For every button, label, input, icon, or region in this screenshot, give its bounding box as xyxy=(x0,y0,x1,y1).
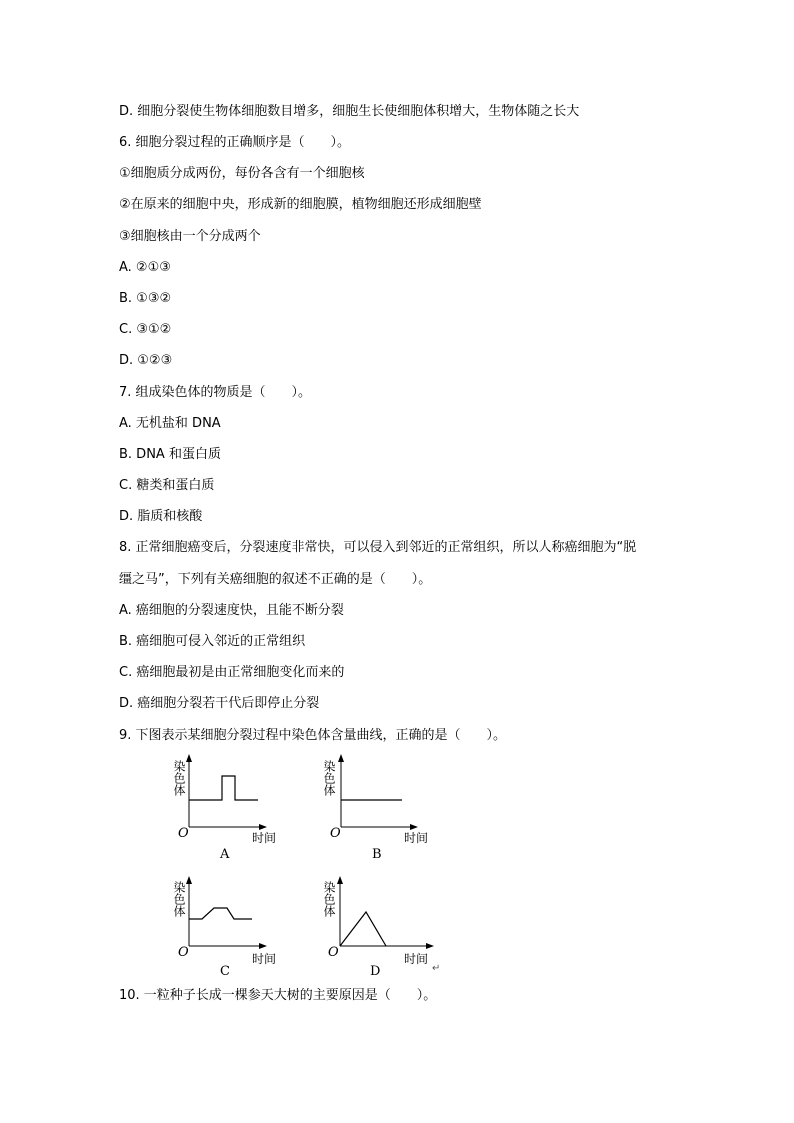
graph-a-caption: A xyxy=(220,847,230,862)
q8-option-c: C. 癌细胞最初是由正常细胞变化而来的 xyxy=(119,665,345,680)
q8-option-d: D. 癌细胞分裂若干代后即停止分裂 xyxy=(119,696,320,711)
graph-c-xlabel: 时间 xyxy=(252,952,277,966)
q6-option-d: D. ①②③ xyxy=(119,353,173,368)
graph-c-origin: O xyxy=(178,945,189,960)
q7-option-a: A. 无机盐和 DNA xyxy=(119,416,221,431)
q7-option-d: D. 脂质和核酸 xyxy=(119,509,203,524)
graph-d-caption: D xyxy=(370,964,381,979)
question-8-line1: 8. 正常细胞癌变后，分裂速度非常快，可以侵入到邻近的正常组织，所以人称癌细胞为“脱 xyxy=(119,540,637,555)
q6-statement-3: ③细胞核由一个分成两个 xyxy=(119,229,261,244)
graph-d-ylabel: 染色体 xyxy=(322,881,336,917)
graph-a-ylabel: 染色体 xyxy=(172,760,186,796)
q6-option-a: A. ②①③ xyxy=(119,260,171,275)
graph-b-origin: O xyxy=(330,826,341,841)
graph-b-ylabel: 染色体 xyxy=(322,760,336,796)
graph-c-caption: C xyxy=(220,964,230,979)
q8-option-a: A. 癌细胞的分裂速度快，且能不断分裂 xyxy=(119,603,344,618)
question-10: 10. 一粒种子长成一棵参天大树的主要原因是（ ）。 xyxy=(119,988,437,1003)
question-9: 9. 下图表示某细胞分裂过程中染色体含量曲线，正确的是（ ）。 xyxy=(119,728,507,743)
return-mark: ↵ xyxy=(432,963,441,974)
question-6: 6. 细胞分裂过程的正确顺序是（ ）。 xyxy=(119,135,351,150)
question-8-line2: 缰之马”，下列有关癌细胞的叙述不正确的是（ ）。 xyxy=(119,572,432,587)
question-7: 7. 组成染色体的物质是（ ）。 xyxy=(119,385,312,400)
graph-b-caption: B xyxy=(372,847,382,862)
graph-d-xlabel: 时间 xyxy=(404,952,429,966)
graph-d-origin: O xyxy=(328,945,339,960)
q7-option-b: B. DNA 和蛋白质 xyxy=(119,447,221,462)
q7-option-c: C. 糖类和蛋白质 xyxy=(119,478,215,493)
q6-statement-1: ①细胞质分成两份，每份各含有一个细胞核 xyxy=(119,166,365,181)
graph-c-ylabel: 染色体 xyxy=(172,881,186,917)
graph-a-xlabel: 时间 xyxy=(252,831,277,845)
q8-option-b: B. 癌细胞可侵入邻近的正常组织 xyxy=(119,634,306,649)
q6-option-c: C. ③①② xyxy=(119,322,172,337)
q6-statement-2: ②在原来的细胞中央，形成新的细胞膜，植物细胞还形成细胞壁 xyxy=(119,197,482,212)
graph-b-xlabel: 时间 xyxy=(404,831,429,845)
option-d-q5: D. 细胞分裂使生物体细胞数目增多，细胞生长使细胞体积增大，生物体随之长大 xyxy=(119,104,580,119)
q6-option-b: B. ①③② xyxy=(119,291,172,306)
graph-a-origin: O xyxy=(178,826,189,841)
